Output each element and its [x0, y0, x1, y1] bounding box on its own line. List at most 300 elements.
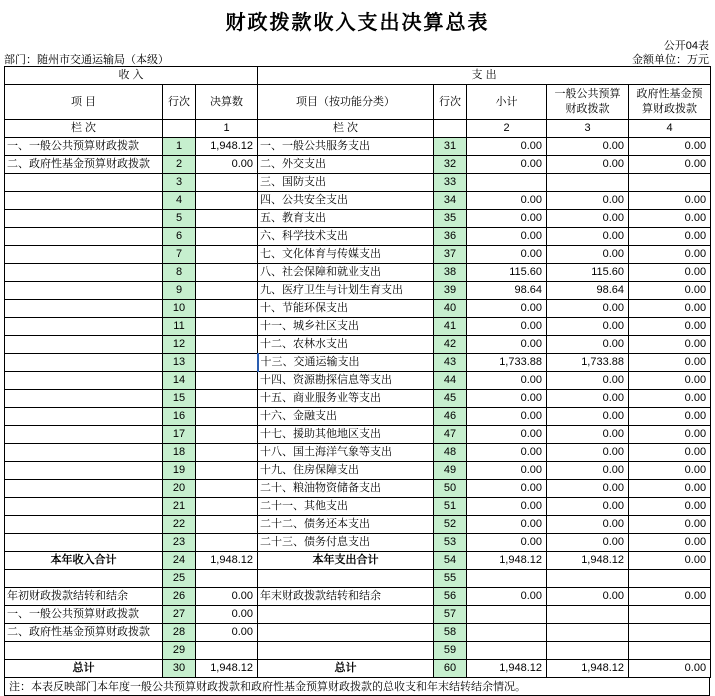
- expend-row-number: 60: [434, 660, 467, 678]
- expend-row-number: 41: [434, 318, 467, 336]
- expend-subtotal: 0.00: [467, 318, 547, 336]
- expend-general-public: 0.00: [547, 534, 629, 552]
- col-number-3: 3: [547, 120, 629, 138]
- expend-subtotal: 0.00: [467, 426, 547, 444]
- income-amount: 0.00: [196, 606, 258, 624]
- income-amount: [196, 354, 258, 372]
- expend-gov-fund: 0.00: [629, 444, 711, 462]
- income-row-number: 17: [163, 426, 196, 444]
- expend-row-number: 52: [434, 516, 467, 534]
- expend-subtotal: [467, 570, 547, 588]
- col-number-4: 4: [629, 120, 711, 138]
- expend-item-name: 九、医疗卫生与计划生育支出: [258, 282, 434, 300]
- income-item-name: [5, 210, 163, 228]
- expend-item-name: 四、公共安全支出: [258, 192, 434, 210]
- expend-general-public: 0.00: [547, 210, 629, 228]
- table-row: [5, 480, 711, 498]
- expend-item-name: 总计: [258, 660, 434, 678]
- expend-subtotal: [467, 642, 547, 660]
- expend-row-number: 44: [434, 372, 467, 390]
- income-row-number: 8: [163, 264, 196, 282]
- col-number-2: 2: [467, 120, 547, 138]
- income-item-name: [5, 192, 163, 210]
- table-row: [5, 624, 711, 642]
- income-amount: [196, 570, 258, 588]
- income-row-number: 9: [163, 282, 196, 300]
- expend-subtotal: 0.00: [467, 534, 547, 552]
- expend-general-public: 1,948.12: [547, 552, 629, 570]
- expend-item-name: 二十一、其他支出: [258, 498, 434, 516]
- header-expend-subtotal: 小计: [467, 85, 547, 120]
- expend-subtotal: 115.60: [467, 264, 547, 282]
- expend-general-public: 0.00: [547, 588, 629, 606]
- table-row: [5, 282, 711, 300]
- income-amount: 1,948.12: [196, 660, 258, 678]
- income-row-number: 15: [163, 390, 196, 408]
- table-row: [5, 210, 711, 228]
- income-amount: [196, 192, 258, 210]
- expend-gov-fund: 0.00: [629, 228, 711, 246]
- header-income-rowno: 行次: [163, 85, 196, 120]
- income-row-number: 11: [163, 318, 196, 336]
- expend-gov-fund: 0.00: [629, 192, 711, 210]
- expend-gov-fund: 0.00: [629, 354, 711, 372]
- form-code: 公开04表: [663, 40, 709, 52]
- expend-item-name: 十三、交通运输支出: [258, 354, 434, 372]
- table-row: [5, 606, 711, 624]
- income-amount: [196, 462, 258, 480]
- income-row-number: 6: [163, 228, 196, 246]
- expend-row-number: 43: [434, 354, 467, 372]
- income-amount: 1,948.12: [196, 552, 258, 570]
- expend-general-public: 1,733.88: [547, 354, 629, 372]
- expend-general-public: 0.00: [547, 192, 629, 210]
- header-gov-fund-line2: 算财政拨款: [642, 103, 698, 115]
- expend-general-public: 0.00: [547, 318, 629, 336]
- income-row-number: 25: [163, 570, 196, 588]
- expend-item-name: 十二、农林水支出: [258, 336, 434, 354]
- income-row-number: 4: [163, 192, 196, 210]
- income-item-name: 二、政府性基金预算财政拨款: [5, 624, 163, 642]
- expend-item-name: [258, 642, 434, 660]
- expend-subtotal: 0.00: [467, 444, 547, 462]
- table-row: [5, 660, 711, 678]
- expend-general-public: 1,948.12: [547, 660, 629, 678]
- header-expend-gov-fund: [629, 85, 711, 120]
- expend-gov-fund: 0.00: [629, 660, 711, 678]
- income-amount: [196, 534, 258, 552]
- income-amount: [196, 246, 258, 264]
- table-row: [5, 318, 711, 336]
- expend-gov-fund: 0.00: [629, 282, 711, 300]
- income-amount: [196, 426, 258, 444]
- col-number-1: 1: [196, 120, 258, 138]
- table-body: [5, 138, 711, 678]
- expend-subtotal: 0.00: [467, 498, 547, 516]
- expend-item-name: 十一、城乡社区支出: [258, 318, 434, 336]
- expend-row-number: 51: [434, 498, 467, 516]
- table-row: [5, 138, 711, 156]
- expend-general-public: [547, 570, 629, 588]
- income-item-name: 本年收入合计: [5, 552, 163, 570]
- income-amount: [196, 318, 258, 336]
- income-amount: 0.00: [196, 588, 258, 606]
- expend-row-number: 34: [434, 192, 467, 210]
- expend-gov-fund: 0.00: [629, 516, 711, 534]
- table-row: [5, 570, 711, 588]
- income-row-number: 29: [163, 642, 196, 660]
- table-row: [5, 174, 711, 192]
- expend-row-number: 42: [434, 336, 467, 354]
- expend-gov-fund: [629, 174, 711, 192]
- expend-row-number: 49: [434, 462, 467, 480]
- income-row-number: 20: [163, 480, 196, 498]
- income-row-number: 16: [163, 408, 196, 426]
- income-item-name: [5, 372, 163, 390]
- expend-subtotal: [467, 624, 547, 642]
- expend-general-public: 0.00: [547, 480, 629, 498]
- expend-item-name: 十五、商业服务业等支出: [258, 390, 434, 408]
- expend-gov-fund: 0.00: [629, 372, 711, 390]
- income-amount: [196, 264, 258, 282]
- expend-row-number: 37: [434, 246, 467, 264]
- table-row: [5, 300, 711, 318]
- expend-subtotal: [467, 174, 547, 192]
- income-row-number: 1: [163, 138, 196, 156]
- expend-row-number: 32: [434, 156, 467, 174]
- expend-gov-fund: 0.00: [629, 426, 711, 444]
- income-amount: 1,948.12: [196, 138, 258, 156]
- income-row-number: 30: [163, 660, 196, 678]
- expend-item-name: 五、教育支出: [258, 210, 434, 228]
- expend-row-number: 57: [434, 606, 467, 624]
- income-row-number: 19: [163, 462, 196, 480]
- income-amount: [196, 228, 258, 246]
- expend-general-public: 98.64: [547, 282, 629, 300]
- table-row: [5, 192, 711, 210]
- income-amount: [196, 498, 258, 516]
- expend-item-name: 八、社会保障和就业支出: [258, 264, 434, 282]
- expend-gov-fund: 0.00: [629, 588, 711, 606]
- expend-row-number: 53: [434, 534, 467, 552]
- income-item-name: [5, 264, 163, 282]
- income-row-number: 22: [163, 516, 196, 534]
- income-item-name: [5, 426, 163, 444]
- expend-general-public: [547, 624, 629, 642]
- income-item-name: [5, 462, 163, 480]
- income-amount: 0.00: [196, 624, 258, 642]
- header-expend-rowno: 行次: [434, 85, 467, 120]
- expend-row-number: 33: [434, 174, 467, 192]
- income-amount: [196, 444, 258, 462]
- income-amount: [196, 282, 258, 300]
- expend-general-public: 0.00: [547, 390, 629, 408]
- income-row-number: 12: [163, 336, 196, 354]
- expend-general-public: 0.00: [547, 462, 629, 480]
- header-income-item: 项 目: [5, 85, 163, 120]
- expend-general-public: [547, 606, 629, 624]
- income-item-name: [5, 480, 163, 498]
- expend-general-public: 0.00: [547, 300, 629, 318]
- expend-general-public: 0.00: [547, 228, 629, 246]
- expend-row-number: 56: [434, 588, 467, 606]
- expend-gov-fund: 0.00: [629, 300, 711, 318]
- financial-allocation-table: [4, 66, 711, 678]
- expend-subtotal: 0.00: [467, 588, 547, 606]
- expend-row-number: 54: [434, 552, 467, 570]
- income-item-name: [5, 300, 163, 318]
- expend-general-public: 0.00: [547, 408, 629, 426]
- expend-subtotal: 1,733.88: [467, 354, 547, 372]
- expend-subtotal: 0.00: [467, 210, 547, 228]
- expend-subtotal: 1,948.12: [467, 552, 547, 570]
- expend-item-name: 十九、住房保障支出: [258, 462, 434, 480]
- expend-gov-fund: 0.00: [629, 156, 711, 174]
- expend-subtotal: 1,948.12: [467, 660, 547, 678]
- income-row-number: 13: [163, 354, 196, 372]
- table-row: [5, 444, 711, 462]
- expend-general-public: 115.60: [547, 264, 629, 282]
- expend-row-number: 45: [434, 390, 467, 408]
- expend-gov-fund: 0.00: [629, 210, 711, 228]
- header-expend-general-public: [547, 85, 629, 120]
- expend-subtotal: 0.00: [467, 228, 547, 246]
- expend-subtotal: 0.00: [467, 156, 547, 174]
- income-item-name: 年初财政拨款结转和结余: [5, 588, 163, 606]
- expend-item-name: 二十、粮油物资储备支出: [258, 480, 434, 498]
- table-row: [5, 372, 711, 390]
- expend-row-number: 48: [434, 444, 467, 462]
- income-item-name: [5, 498, 163, 516]
- expend-row-number: 46: [434, 408, 467, 426]
- income-amount: [196, 300, 258, 318]
- income-amount: [196, 408, 258, 426]
- expend-general-public: 0.00: [547, 444, 629, 462]
- col-label-income: 栏 次: [5, 120, 163, 138]
- expend-subtotal: 0.00: [467, 390, 547, 408]
- expend-item-name: [258, 606, 434, 624]
- income-item-name: [5, 318, 163, 336]
- income-amount: 0.00: [196, 156, 258, 174]
- expend-row-number: 50: [434, 480, 467, 498]
- expend-item-name: 十七、援助其他地区支出: [258, 426, 434, 444]
- income-item-name: [5, 642, 163, 660]
- expend-row-number: 59: [434, 642, 467, 660]
- expend-general-public: 0.00: [547, 336, 629, 354]
- expend-subtotal: 0.00: [467, 462, 547, 480]
- form-code-line: [0, 37, 715, 51]
- income-amount: [196, 390, 258, 408]
- expend-gov-fund: 0.00: [629, 336, 711, 354]
- expend-item-name: 六、科学技术支出: [258, 228, 434, 246]
- group-header-row: [5, 67, 711, 85]
- income-item-name: [5, 282, 163, 300]
- expend-subtotal: 0.00: [467, 192, 547, 210]
- expend-row-number: 39: [434, 282, 467, 300]
- income-row-number: 3: [163, 174, 196, 192]
- expend-gov-fund: [629, 624, 711, 642]
- expend-group-header: 支 出: [258, 67, 711, 85]
- table-row: [5, 336, 711, 354]
- income-group-header: 收 入: [5, 67, 258, 85]
- expend-item-name: 十六、金融支出: [258, 408, 434, 426]
- expend-gov-fund: 0.00: [629, 264, 711, 282]
- income-item-name: [5, 246, 163, 264]
- expend-general-public: 0.00: [547, 372, 629, 390]
- expend-row-number: 40: [434, 300, 467, 318]
- expend-item-name: 三、国防支出: [258, 174, 434, 192]
- income-amount: [196, 174, 258, 192]
- expend-subtotal: 0.00: [467, 336, 547, 354]
- expend-row-number: 38: [434, 264, 467, 282]
- income-amount: [196, 336, 258, 354]
- expend-gov-fund: 0.00: [629, 552, 711, 570]
- expend-gov-fund: 0.00: [629, 138, 711, 156]
- expend-item-name: 二十二、债务还本支出: [258, 516, 434, 534]
- col-label-expend-rowno: [434, 120, 467, 138]
- income-item-name: [5, 336, 163, 354]
- table-row: [5, 408, 711, 426]
- expend-gov-fund: 0.00: [629, 498, 711, 516]
- expend-item-name: 年末财政拨款结转和结余: [258, 588, 434, 606]
- income-row-number: 10: [163, 300, 196, 318]
- expend-item-name: 二、外交支出: [258, 156, 434, 174]
- table-row: [5, 264, 711, 282]
- column-number-row: [5, 120, 711, 138]
- expend-gov-fund: 0.00: [629, 480, 711, 498]
- expend-gov-fund: 0.00: [629, 534, 711, 552]
- income-amount: [196, 516, 258, 534]
- expend-row-number: 55: [434, 570, 467, 588]
- header-expend-item: 项目（按功能分类）: [258, 85, 434, 120]
- table-row: [5, 552, 711, 570]
- income-item-name: [5, 408, 163, 426]
- expend-subtotal: 0.00: [467, 480, 547, 498]
- income-item-name: [5, 354, 163, 372]
- income-item-name: 一、一般公共预算财政拨款: [5, 138, 163, 156]
- header-income-amount: 决算数: [196, 85, 258, 120]
- table-row: [5, 498, 711, 516]
- income-row-number: 23: [163, 534, 196, 552]
- income-row-number: 24: [163, 552, 196, 570]
- expend-row-number: 58: [434, 624, 467, 642]
- income-row-number: 27: [163, 606, 196, 624]
- expend-gov-fund: [629, 642, 711, 660]
- expend-subtotal: 0.00: [467, 246, 547, 264]
- table-row: [5, 354, 711, 372]
- income-row-number: 18: [163, 444, 196, 462]
- expend-item-name: 二十三、债务付息支出: [258, 534, 434, 552]
- expend-subtotal: 0.00: [467, 300, 547, 318]
- table-note: 注：本表反映部门本年度一般公共预算财政拨款和政府性基金预算财政拨款的总收支和年末结转结余情况。: [4, 678, 710, 696]
- amount-unit-label: 金额单位：万元: [632, 54, 709, 66]
- income-row-number: 7: [163, 246, 196, 264]
- table-row: [5, 462, 711, 480]
- expend-gov-fund: [629, 570, 711, 588]
- expend-subtotal: 0.00: [467, 138, 547, 156]
- expend-general-public: 0.00: [547, 426, 629, 444]
- table-row: [5, 390, 711, 408]
- table-row: [5, 516, 711, 534]
- table-row: [5, 534, 711, 552]
- expend-general-public: 0.00: [547, 498, 629, 516]
- income-row-number: 5: [163, 210, 196, 228]
- expend-gov-fund: 0.00: [629, 408, 711, 426]
- expend-general-public: [547, 174, 629, 192]
- table-row: [5, 246, 711, 264]
- income-item-name: [5, 390, 163, 408]
- income-row-number: 21: [163, 498, 196, 516]
- col-label-income-rowno: [163, 120, 196, 138]
- expend-general-public: 0.00: [547, 138, 629, 156]
- expend-item-name: [258, 570, 434, 588]
- income-amount: [196, 210, 258, 228]
- expend-subtotal: 0.00: [467, 372, 547, 390]
- expend-gov-fund: 0.00: [629, 318, 711, 336]
- income-item-name: [5, 516, 163, 534]
- header-general-public-line1: 一般公共预算: [554, 88, 621, 100]
- header-general-public-line2: 财政拨款: [565, 103, 610, 115]
- expend-subtotal: 0.00: [467, 408, 547, 426]
- income-item-name: 一、一般公共预算财政拨款: [5, 606, 163, 624]
- expend-gov-fund: 0.00: [629, 390, 711, 408]
- expend-general-public: 0.00: [547, 156, 629, 174]
- income-amount: [196, 642, 258, 660]
- expend-item-name: 本年支出合计: [258, 552, 434, 570]
- income-item-name: 总计: [5, 660, 163, 678]
- table-row: [5, 426, 711, 444]
- income-row-number: 2: [163, 156, 196, 174]
- expend-subtotal: 98.64: [467, 282, 547, 300]
- expend-subtotal: 0.00: [467, 516, 547, 534]
- expend-gov-fund: 0.00: [629, 462, 711, 480]
- expend-item-name: [258, 624, 434, 642]
- expend-row-number: 36: [434, 228, 467, 246]
- income-item-name: [5, 444, 163, 462]
- expend-gov-fund: 0.00: [629, 246, 711, 264]
- dept-unit-line: [0, 51, 715, 66]
- income-row-number: 14: [163, 372, 196, 390]
- table-row: [5, 588, 711, 606]
- expend-row-number: 47: [434, 426, 467, 444]
- table-row: [5, 228, 711, 246]
- expend-general-public: 0.00: [547, 246, 629, 264]
- expend-general-public: [547, 642, 629, 660]
- income-amount: [196, 480, 258, 498]
- income-item-name: [5, 534, 163, 552]
- income-row-number: 28: [163, 624, 196, 642]
- income-item-name: [5, 570, 163, 588]
- expend-item-name: 一、一般公共服务支出: [258, 138, 434, 156]
- income-item-name: [5, 174, 163, 192]
- department-label: 部门：随州市交通运输局（本级）: [4, 54, 169, 66]
- expend-row-number: 35: [434, 210, 467, 228]
- col-label-expend: 栏 次: [258, 120, 434, 138]
- table-row: [5, 642, 711, 660]
- expend-general-public: 0.00: [547, 516, 629, 534]
- expend-item-name: 十四、资源勘探信息等支出: [258, 372, 434, 390]
- page-title: 财政拨款收入支出决算总表: [225, 10, 490, 34]
- income-item-name: 二、政府性基金预算财政拨款: [5, 156, 163, 174]
- expend-item-name: 十、节能环保支出: [258, 300, 434, 318]
- income-item-name: [5, 228, 163, 246]
- header-gov-fund-line1: 政府性基金预: [636, 88, 703, 100]
- expend-subtotal: [467, 606, 547, 624]
- income-row-number: 26: [163, 588, 196, 606]
- expend-item-name: 十八、国土海洋气象等支出: [258, 444, 434, 462]
- table-row: [5, 156, 711, 174]
- expend-item-name: 七、文化体育与传媒支出: [258, 246, 434, 264]
